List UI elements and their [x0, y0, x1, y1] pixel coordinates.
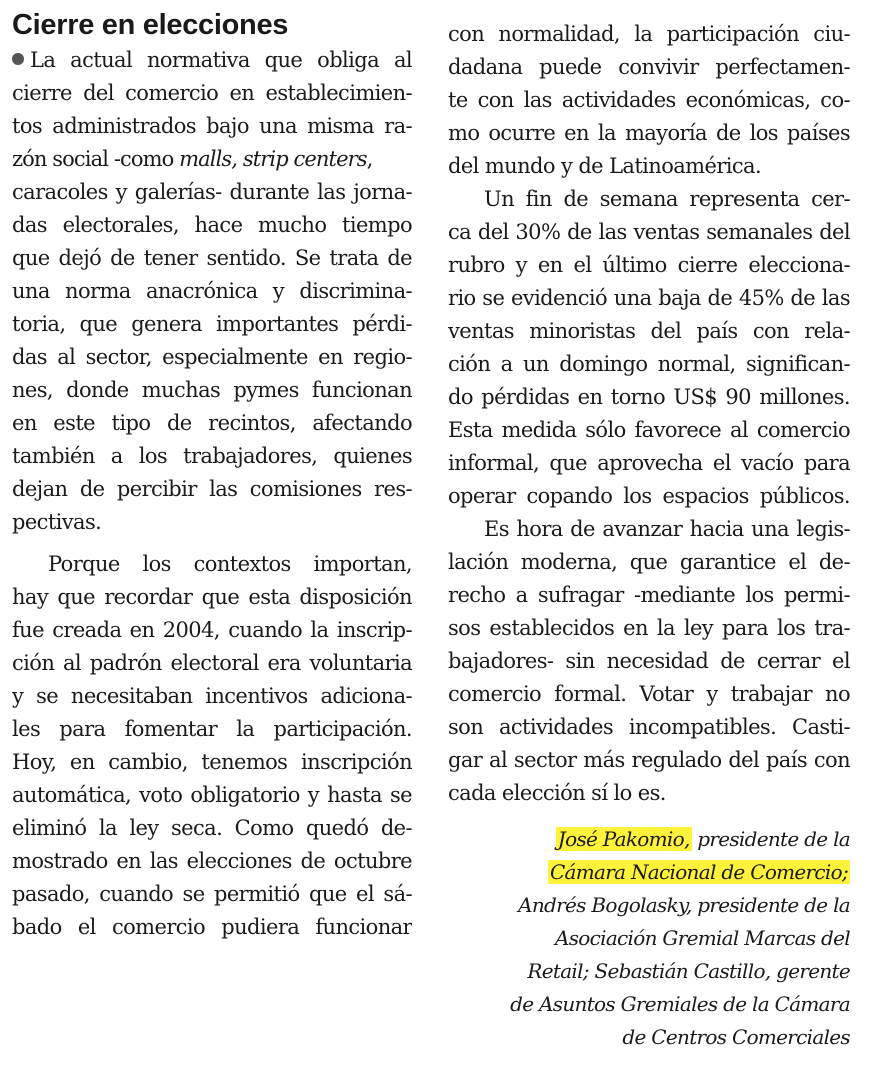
text-line: operar copando los espacios públicos. — [448, 484, 850, 508]
text-line: Porque los contextos importan, — [48, 552, 412, 576]
text-line: son actividades incompatibles. Casti- — [448, 715, 850, 739]
highlighted-name: José Pakomio, — [557, 827, 690, 851]
text-line: bado el comercio pudiera funcionar — [12, 915, 412, 939]
text-line: das electorales, hace mucho tiempo — [12, 213, 412, 237]
text-line: dadana puede convivir perfectamen- — [448, 55, 850, 79]
text-line: dejan de percibir las comisiones res- — [12, 477, 412, 501]
text-line: bajadores- sin necesidad de cerrar el — [448, 649, 850, 673]
article-title: Cierre en elecciones — [12, 9, 289, 41]
text-line: mostrado en las elecciones de octubre — [12, 849, 412, 873]
text-line: das al sector, especialmente en regio- — [12, 345, 412, 369]
text-line: te con las actividades económicas, co- — [448, 88, 850, 112]
text-line: ca del 30% de las ventas semanales del — [448, 220, 850, 244]
text-line: Hoy, en cambio, tenemos inscripción — [12, 750, 412, 774]
text-line: que dejó de tener sentido. Se trata de — [12, 246, 412, 270]
text-line: Un fin de semana representa cer- — [484, 187, 850, 211]
text-line: automática, voto obligatorio y hasta se — [12, 783, 412, 807]
text-line: Esta medida sólo favorece al comercio — [448, 418, 850, 442]
text-line: informal, que aprovecha el vacío para — [448, 451, 850, 475]
highlighted-org: Cámara Nacional de Comercio; — [549, 860, 848, 884]
text-line: La actual normativa que obliga al — [12, 44, 412, 77]
signature-line — [548, 856, 850, 889]
text-line: hay que recordar que esta disposición — [12, 585, 412, 609]
text-line: zón social -como malls, strip centers, — [12, 147, 373, 171]
text-line: lación moderna, que garantice el de- — [448, 550, 850, 574]
signature-line: Retail; Sebastián Castillo, gerente — [527, 959, 850, 983]
signature-line: Asociación Gremial Marcas del — [554, 926, 850, 950]
signature-line: José Pakomio, presidente de la — [557, 827, 850, 851]
text-line: ventas minoristas del país con rela- — [448, 319, 850, 343]
text-line: en este tipo de recintos, afectando — [12, 411, 412, 435]
text-line: do pérdidas en torno US$ 90 millones. — [448, 385, 850, 409]
signature-line: de Centros Comerciales — [622, 1025, 850, 1049]
text-line: recho a sufragar -mediante los permi- — [448, 583, 850, 607]
text-line: gar al sector más regulado del país con — [448, 748, 850, 772]
text-line: les para fomentar la participación. — [12, 717, 412, 741]
bullet-icon — [12, 53, 24, 65]
text-line: fue creada en 2004, cuando la inscrip- — [12, 618, 412, 642]
text-line: y se necesitaban incentivos adiciona- — [12, 684, 412, 708]
text-line: toria, que genera importantes pérdi- — [12, 312, 412, 336]
text-line: cierre del comercio en establecimien- — [12, 81, 412, 105]
signature-line: de Asuntos Gremiales de la Cámara — [510, 992, 850, 1016]
text-line: mo ocurre en la mayoría de los países — [448, 121, 850, 145]
text-line: sos establecidos en la ley para los tra- — [448, 616, 850, 640]
text-line: eliminó la ley seca. Como quedó de- — [12, 816, 412, 840]
text-line: del mundo y de Latinoamérica. — [448, 154, 762, 178]
text-line: comercio formal. Votar y trabajar no — [448, 682, 850, 706]
text-line: rio se evidenció una baja de 45% de las — [448, 286, 850, 310]
text-line: caracoles y galerías- durante las jorna- — [12, 180, 412, 204]
italic-term: malls, strip centers — [179, 147, 367, 171]
text-line: pectivas. — [12, 510, 102, 534]
text-line: rubro y en el último cierre elecciona- — [448, 253, 850, 277]
text-line: pasado, cuando se permitió que el sá- — [12, 882, 412, 906]
text-line: Es hora de avanzar hacia una legis- — [484, 517, 850, 541]
text-line: tos administrados bajo una misma ra- — [12, 114, 412, 138]
text-line: con normalidad, la participación ciu- — [448, 22, 850, 46]
text-line: ción a un domingo normal, significan- — [448, 352, 850, 376]
signature-line: Andrés Bogolasky, presidente de la — [518, 893, 850, 917]
text-line: nes, donde muchas pymes funcionan — [12, 378, 412, 402]
text-line: también a los trabajadores, quienes — [12, 444, 412, 468]
text-line: ción al padrón electoral era voluntaria — [12, 651, 412, 675]
text-line: cada elección sí lo es. — [448, 781, 666, 805]
text-line: una norma anacrónica y discrimina- — [12, 279, 412, 303]
